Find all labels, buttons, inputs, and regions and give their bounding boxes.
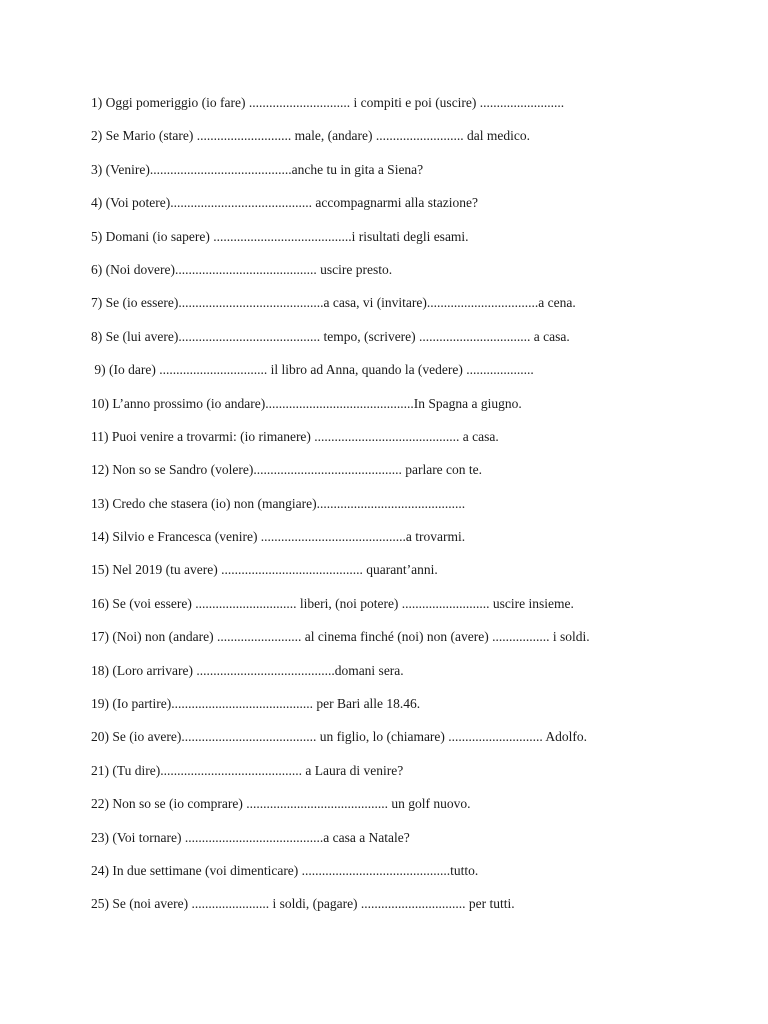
exercise-list	[0, 89, 768, 924]
exercise-line: 22) Non so se (io comprare) .......................................... un golf nuovo.	[91, 796, 471, 812]
exercise-line: 20) Se (io avere)........................................ un figlio, lo (chiamare) ............................ Adolfo.	[91, 729, 588, 745]
exercise-line: 10) L’anno prossimo (io andare)............................................In Spagna a giugno.	[91, 395, 522, 411]
exercise-line: 9) (Io dare) ................................ il libro ad Anna, quando la (vedere) ....................	[91, 362, 534, 378]
exercise-line: 2) Se Mario (stare) ............................ male, (andare) .......................... dal medico.	[91, 128, 531, 144]
exercise-line: 3) (Venire)..........................................anche tu in gita a Siena?	[91, 161, 424, 177]
exercise-line: 5) Domani (io sapere) .........................................i risultati degli esami.	[91, 228, 469, 244]
exercise-line: 16) Se (voi essere) .............................. liberi, (noi potere) .......................... uscire insieme.	[91, 595, 574, 611]
exercise-line: 6) (Noi dovere).......................................... uscire presto.	[91, 261, 393, 277]
exercise-line: 15) Nel 2019 (tu avere) .......................................... quarant’anni.	[91, 562, 438, 578]
exercise-line: 11) Puoi venire a trovarmi: (io rimanere) ........................................... a casa.	[91, 428, 499, 444]
exercise-line: 24) In due settimane (voi dimenticare) ............................................tutto.	[91, 862, 479, 878]
exercise-line: 18) (Loro arrivare) .........................................domani sera.	[91, 662, 404, 678]
exercise-line: 1) Oggi pomeriggio (io fare) .............................. i compiti e poi (uscire) .........................	[91, 95, 565, 110]
exercise-line: 7) Se (io essere)...........................................a casa, vi (invitare).................................a cena.	[91, 295, 576, 311]
exercise-line: 13) Credo che stasera (io) non (mangiare)............................................	[91, 495, 466, 511]
exercise-line: 21) (Tu dire).......................................... a Laura di venire?	[91, 762, 404, 778]
exercise-line: 14) Silvio e Francesca (venire) ...........................................a trovarmi.	[91, 529, 466, 545]
exercise-line: 4) (Voi potere).......................................... accompagnarmi alla stazione?	[91, 195, 479, 211]
exercise-line: 23) (Voi tornare) .........................................a casa a Natale?	[91, 829, 410, 845]
exercise-line: 8) Se (lui avere).......................................... tempo, (scrivere) ................................. a casa.	[91, 328, 570, 344]
exercise-line: 17) (Noi) non (andare) ......................... al cinema finché (noi) non (avere) ................. i soldi.	[91, 629, 590, 645]
exercise-line: 12) Non so se Sandro (volere)............................................ parlare con te.	[91, 462, 483, 478]
exercise-line: 25) Se (noi avere) ....................... i soldi, (pagare) ............................... per tutti.	[91, 896, 515, 912]
exercise-line: 19) (Io partire).......................................... per Bari alle 18.46.	[91, 696, 421, 712]
